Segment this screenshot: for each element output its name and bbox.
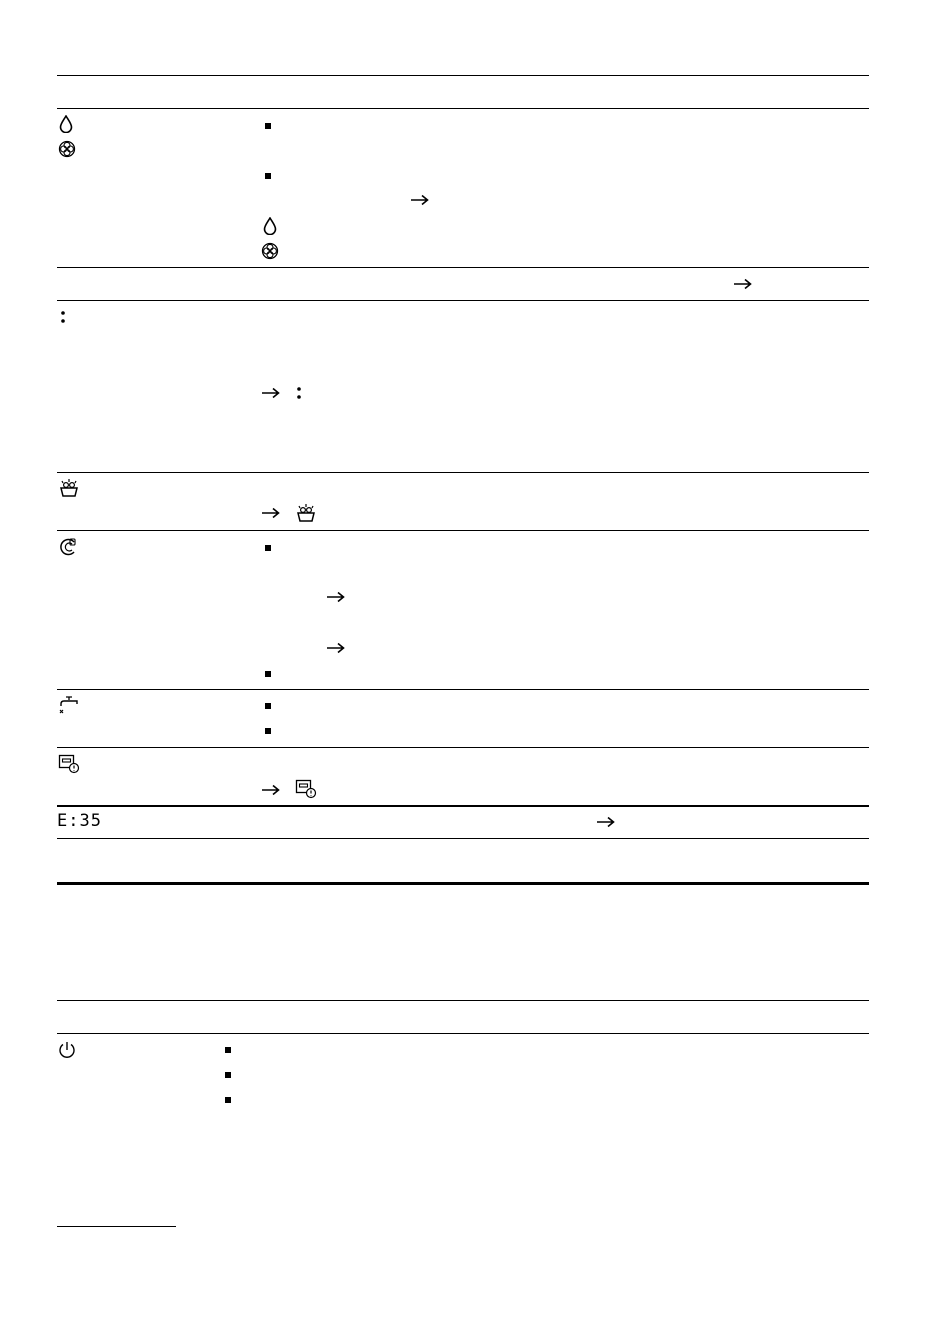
bullet-icon: [265, 173, 271, 179]
table-header-rule: [57, 108, 869, 109]
bullet-icon: [265, 671, 271, 677]
row-divider: [57, 689, 869, 690]
arrow-right-icon: [261, 387, 281, 399]
row-divider: [57, 300, 869, 301]
row-divider: [57, 472, 869, 473]
row-divider: [57, 747, 869, 748]
bullet-icon: [265, 545, 271, 551]
bullet-icon: [225, 1097, 231, 1103]
bullet-icon: [225, 1047, 231, 1053]
bullet-icon: [265, 123, 271, 129]
arrow-right-icon: [261, 507, 281, 519]
section-rule: [57, 882, 869, 885]
arrow-right-icon: [326, 642, 346, 654]
arrow-right-icon: [596, 816, 616, 828]
row-divider: [57, 267, 869, 268]
table-top-rule: [57, 75, 869, 76]
rinse-aid-icon: [58, 140, 76, 158]
row-divider: [57, 805, 869, 807]
water-drop-icon: [58, 115, 74, 133]
arrow-right-icon: [261, 784, 281, 796]
vertical-dots-icon: [59, 310, 67, 324]
table-header-rule: [57, 1033, 869, 1034]
bullet-icon: [265, 728, 271, 734]
machine-care-icon: [58, 537, 78, 557]
bullet-icon: [225, 1072, 231, 1078]
rinse-aid-icon: [261, 242, 279, 260]
error-code-display: E:35: [57, 811, 102, 831]
row-divider: [57, 530, 869, 531]
arrow-right-icon: [733, 278, 753, 290]
arrow-right-icon: [410, 194, 430, 206]
bullet-icon: [265, 703, 271, 709]
table-top-rule: [57, 1000, 869, 1001]
vertical-dots-icon: [295, 386, 303, 400]
arrow-right-icon: [326, 591, 346, 603]
intensive-wash-icon: [295, 503, 317, 523]
service-display-icon: [295, 779, 317, 799]
footnote-rule: [57, 1226, 176, 1227]
water-tap-icon: [58, 695, 80, 715]
water-drop-icon: [262, 217, 278, 235]
service-display-icon: [58, 754, 80, 774]
power-icon: [57, 1040, 77, 1060]
intensive-wash-icon: [58, 478, 80, 498]
table-bottom-rule: [57, 838, 869, 839]
